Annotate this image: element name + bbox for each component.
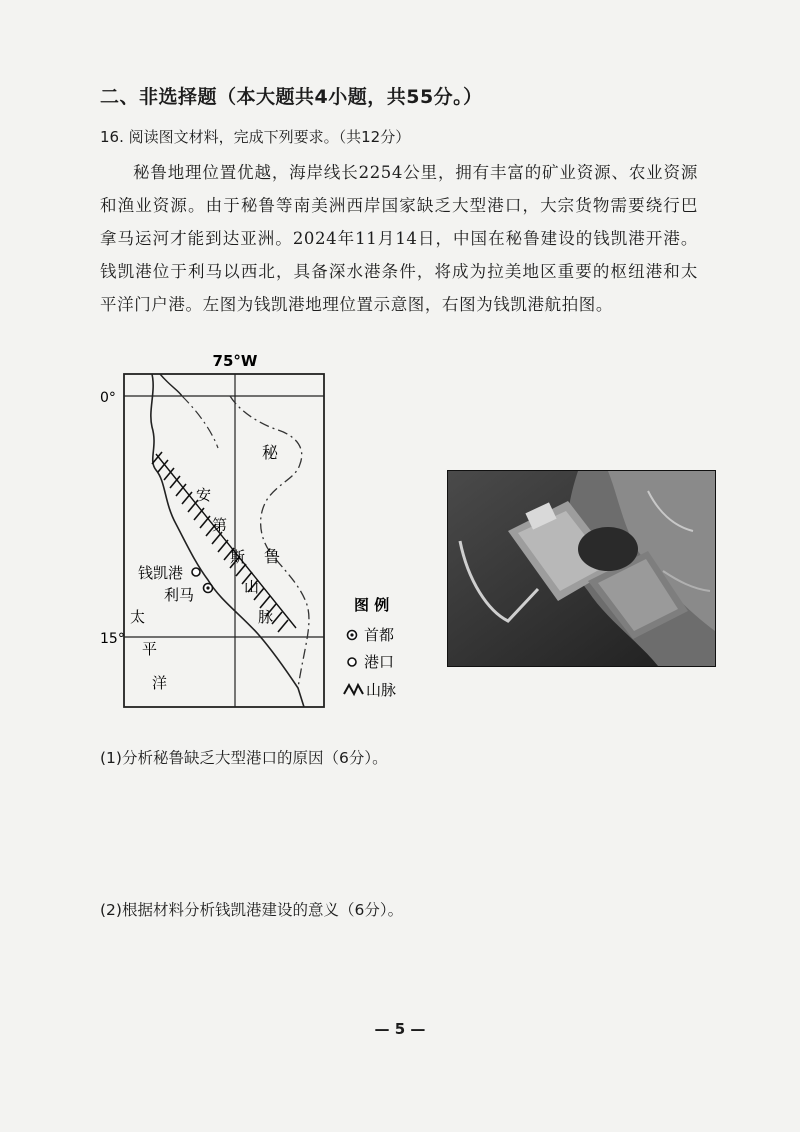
ocean-label-2: 平 (142, 640, 158, 658)
sub-question-1: (1)分析秘鲁缺乏大型港口的原因（6分）。 (100, 749, 388, 767)
capital-label: 利马 (164, 586, 195, 604)
legend-port-icon (348, 658, 356, 666)
section-title: 二、非选择题（本大题共4小题，共55分。） (100, 86, 483, 108)
legend-port-label: 港口 (364, 653, 395, 671)
lat-bottom-label: 15° (100, 631, 125, 647)
aerial-photo (447, 470, 716, 667)
mountain-label-3: 斯 (230, 548, 246, 566)
longitude-label: 75°W (212, 352, 258, 370)
mountain-label-1: 安 (196, 486, 212, 504)
mountain-label-2: 第 (212, 516, 228, 534)
legend-mountain-icon (344, 685, 363, 694)
legend-mountain-label: 山脉 (366, 681, 397, 699)
question-intro: 16. 阅读图文材料，完成下列要求。（共12分） (100, 128, 411, 146)
legend-title: 图 例 (354, 596, 390, 614)
country-border (230, 396, 309, 688)
port-label: 钱凯港 (138, 564, 184, 582)
page-number: — 5 — (374, 1020, 426, 1038)
lat-top-label: 0° (100, 390, 116, 406)
aerial-photo-svg (448, 471, 715, 666)
ocean-label-1: 太 (130, 608, 146, 626)
ocean-label-3: 洋 (152, 674, 168, 692)
location-map (100, 352, 410, 712)
mountain-label-5: 脉 (258, 608, 274, 626)
border-north (182, 396, 218, 448)
port-qiankai-icon (192, 568, 200, 576)
country-label-1: 秘 (262, 443, 279, 462)
legend-capital-label: 首都 (364, 626, 395, 644)
country-label-2: 鲁 (264, 547, 281, 566)
material-paragraph: 秘鲁地理位置优越，海岸线长2254公里，拥有丰富的矿业资源、农业资源和渔业资源。由于秘鲁等南美洲西岸国家缺乏大型港口，大宗货物需要绕行巴拿马运河才能到达亚洲。2024年11月14日，中国在秘鲁建设的钱凯港开港。钱凯港位于利马以西北，具备深水港条件，将成为拉美地区重要的枢纽港和太平洋门户港。左图为钱凯港地理位置示意图，右图为钱凯港航拍图。 (100, 163, 698, 314)
coastline-north (160, 374, 182, 396)
andes-mountain-range (152, 452, 288, 632)
map-svg (100, 352, 410, 712)
mountain-label-4: 山 (244, 578, 260, 596)
sub-question-2: (2)根据材料分析钱凯港建设的意义（6分）。 (100, 901, 404, 919)
